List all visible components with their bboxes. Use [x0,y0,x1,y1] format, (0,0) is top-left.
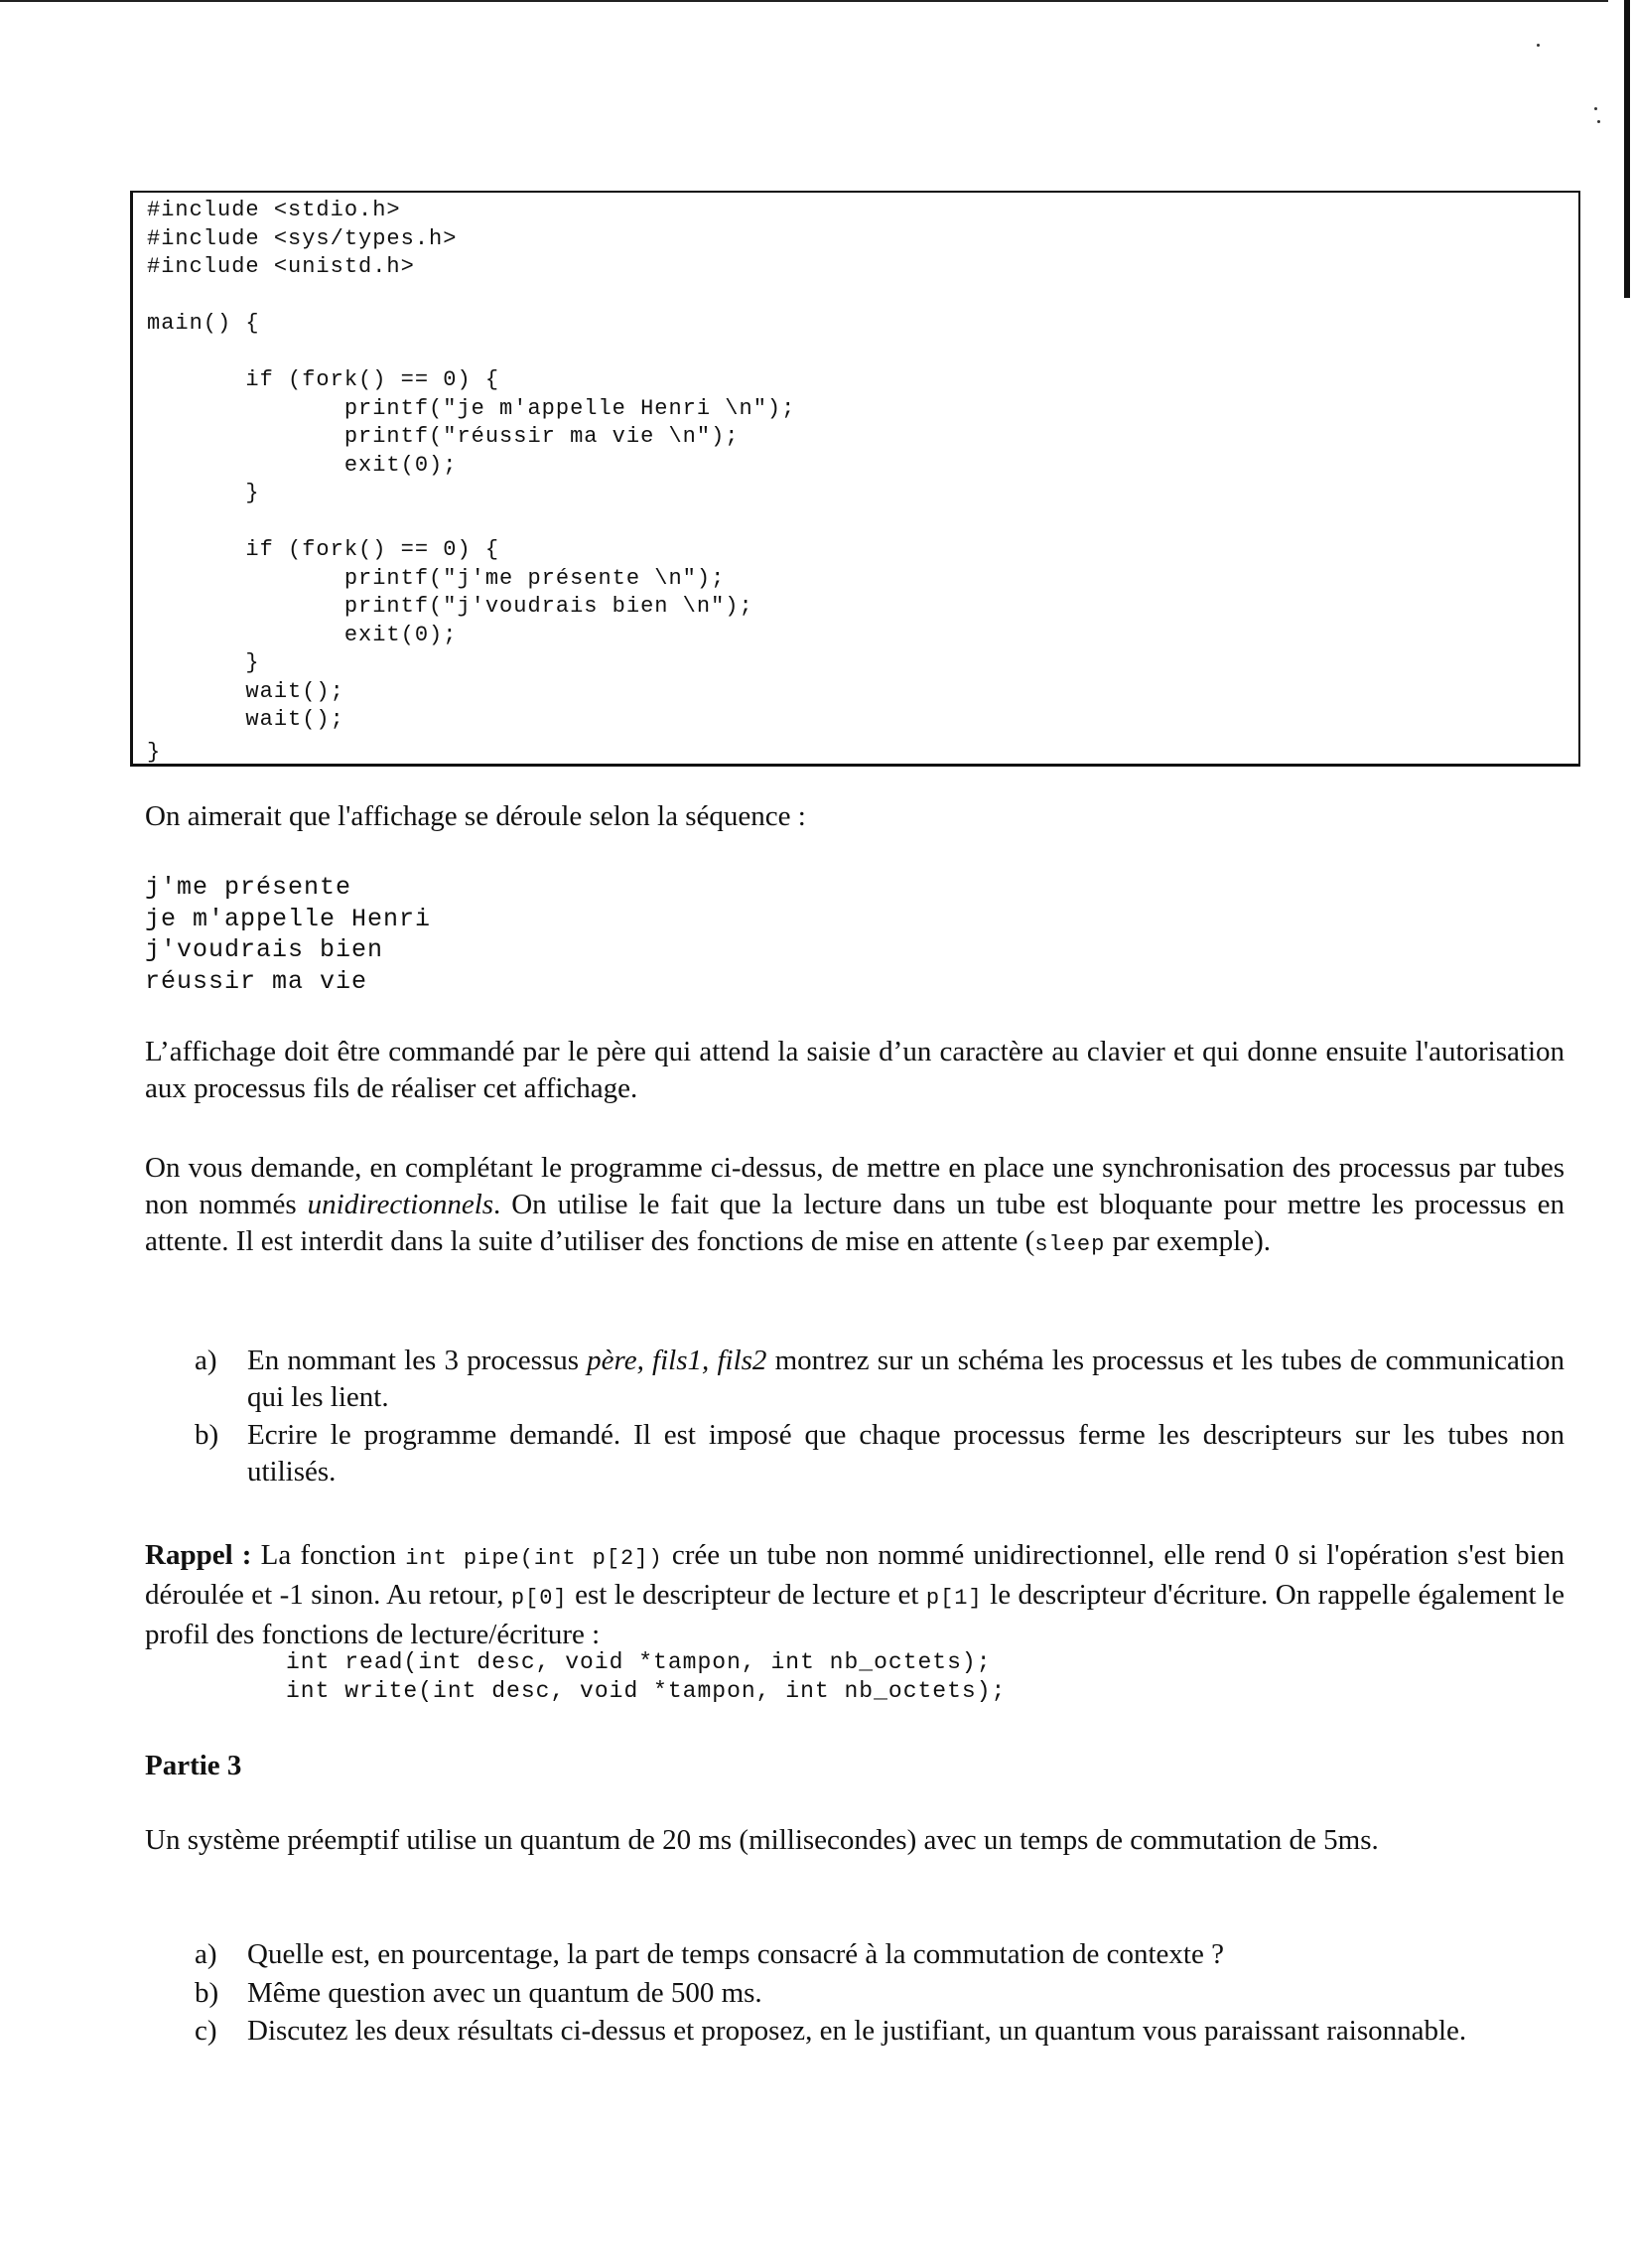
scan-speck [1594,107,1597,110]
rappel-paragraph: Rappel : La fonction int pipe(int p[2]) crée un tube non nommé unidirectionnel, elle rend 0 si l'opération s'est bien déroulée et -1 sinon. Au retour, p[0] est le descripteur de lecture et p[1] le descripteur d'écriture. On rappelle également le profil des fonctions de lecture/écriture : [145,1539,1565,1650]
scan-top-edge [0,0,1608,2]
function-prototypes: int read(int desc, void *tampon, int nb_octets); int write(int desc, void *tampon, int nb_octets); [286,1649,1007,1704]
expected-output: j'me présente je m'appelle Henri j'voudrais bien réussir ma vie [145,873,432,996]
question-a: a) En nommant les 3 processus père, fils1, fils2 montrez sur un schéma les processus et les tubes de communication qui les lient. [195,1345,1565,1413]
question-b: b) Ecrire le programme demandé. Il est imposé que chaque processus ferme les descripteurs sur les tubes non utilisés. [195,1419,1565,1488]
partie3-question-b: b) Même question avec un quantum de 500 ms. [195,1977,762,2009]
partie3-question-a: a) Quelle est, en pourcentage, la part de temps consacré à la commutation de contexte ? [195,1938,1224,1970]
code-listing-box [130,191,1580,767]
code-listing: #include <stdio.h> #include <sys/types.h> #include <unistd.h> main() { if (fork() == 0) { printf("je m'appelle Henri \n"); printf("réussir ma vie \n"); exit(0); } if (fork() == 0) { printf("j'me présente \n"); printf("j'voudrais bien \n"); exit(0); } wait(); wait(); [147,198,796,732]
section-heading-partie3: Partie 3 [145,1750,242,1781]
intro-text: On aimerait que l'affichage se déroule selon la séquence : [145,800,806,832]
scan-right-edge [1624,0,1630,298]
paragraph-synchronisation: On vous demande, en complétant le programme ci-dessus, de mettre en place une synchronisation des processus par tubes non nommés unidirectionnels. On utilise le fait que la lecture dans un tube est bloquante pour mettre les processus en attente. Il est interdit dans la suite d’utiliser des fonctions de mise en attente (sleep par exemple). [145,1152,1565,1257]
partie3-intro: Un système préemptif utilise un quantum de 20 ms (millisecondes) avec un temps de commutation de 5ms. [145,1824,1379,1856]
scan-speck [1537,44,1540,47]
partie3-question-c: c) Discutez les deux résultats ci-dessus et proposez, en le justifiant, un quantum vous paraissant raisonnable. [195,2015,1467,2047]
code-closing-brace: } [147,740,161,765]
paragraph-father-control: L’affichage doit être commandé par le père qui attend la saisie d’un caractère au clavier et qui donne ensuite l'autorisation aux processus fils de réaliser cet affichage. [145,1036,1565,1104]
scan-speck [1597,120,1600,123]
